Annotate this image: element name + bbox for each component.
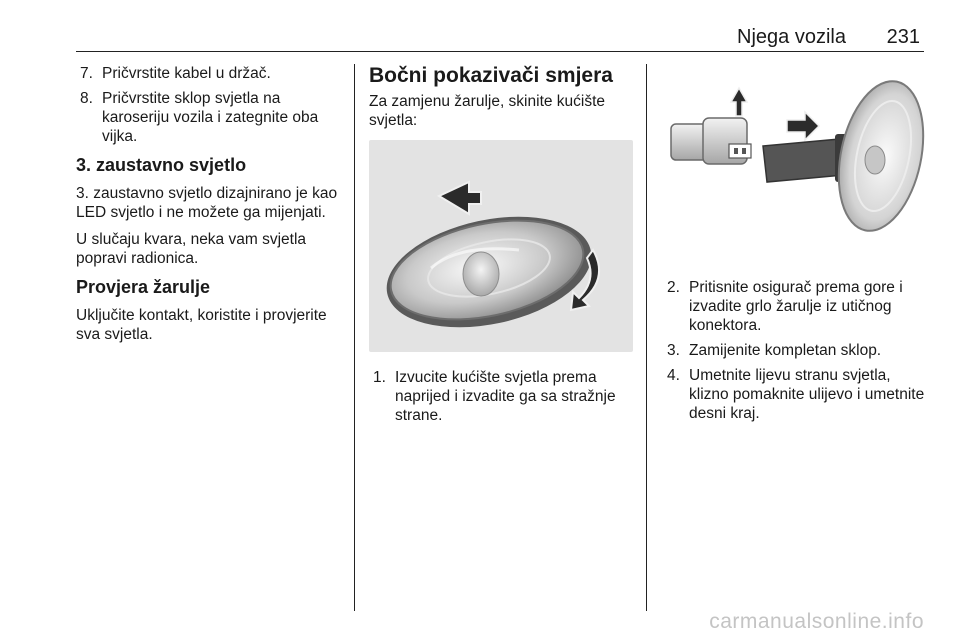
heading-bulb-check: Provjera žarulje xyxy=(76,277,211,297)
step-text: Zamijenite kompletan sklop. xyxy=(689,342,882,359)
paragraph: Uključite kontakt, koristite i provjerite sva svjetla. xyxy=(76,307,327,343)
list-item xyxy=(663,366,925,423)
step-text: Pričvrstite kabel u držač. xyxy=(102,65,271,82)
arrow-left-icon xyxy=(439,182,481,214)
heading-side-indicators: Bočni pokazivači smjera xyxy=(369,64,613,87)
list-item xyxy=(663,341,925,360)
list-item xyxy=(369,368,633,425)
header-rule xyxy=(76,51,924,52)
step-number: 4. xyxy=(667,367,680,384)
step-number: 1. xyxy=(373,369,386,386)
step-number: 3. xyxy=(667,342,680,359)
paragraph: Za zamjenu žarulje, skinite kućište svjetla: xyxy=(369,93,606,129)
list-item xyxy=(663,278,925,335)
arrow-right-icon xyxy=(787,112,819,140)
steps-list-3 xyxy=(663,278,925,423)
lamp-housing-illustration xyxy=(369,140,633,352)
steps-list-1 xyxy=(76,64,346,146)
step-text: Pričvrstite sklop svjetla na karoseriju vozila i zategnite oba vijka. xyxy=(102,90,319,145)
illustration-lamp-removal xyxy=(369,140,633,352)
column-1 xyxy=(76,64,346,352)
step-text: Pritisnite osigurač prema gore i izvadite grlo žarulje iz utičnog konektora. xyxy=(689,279,903,334)
column-divider-1 xyxy=(354,64,355,611)
watermark: carmanualsonline.info xyxy=(709,610,924,633)
page-number: 231 xyxy=(886,26,920,48)
paragraph: 3. zaustavno svjetlo dizajnirano je kao LED svjetlo i ne možete ga mijenjati. xyxy=(76,185,338,221)
bulb-socket-illustration xyxy=(663,64,925,244)
heading-brake-light: 3. zaustavno svjetlo xyxy=(76,155,247,175)
step-text: Izvucite kućište svjetla prema naprijed i izvadite ga sa stražnje strane. xyxy=(395,369,616,424)
paragraph: U slučaju kvara, neka vam svjetla popravi radionica. xyxy=(76,231,307,267)
column-divider-2 xyxy=(646,64,647,611)
column-2 xyxy=(369,64,633,431)
steps-list-2 xyxy=(369,368,633,425)
step-number: 7. xyxy=(80,65,93,82)
section-title: Njega vozila xyxy=(737,26,846,48)
step-number: 2. xyxy=(667,279,680,296)
column-3 xyxy=(663,64,925,429)
page-header xyxy=(76,26,924,52)
list-item xyxy=(76,64,346,83)
illustration-bulb-socket xyxy=(663,64,925,244)
step-number: 8. xyxy=(80,90,93,107)
arrow-up-icon xyxy=(731,88,747,116)
step-text: Umetnite lijevu stranu svjetla, klizno pomaknite ulijevo i umetnite desni kraj. xyxy=(689,367,925,422)
list-item xyxy=(76,89,346,146)
